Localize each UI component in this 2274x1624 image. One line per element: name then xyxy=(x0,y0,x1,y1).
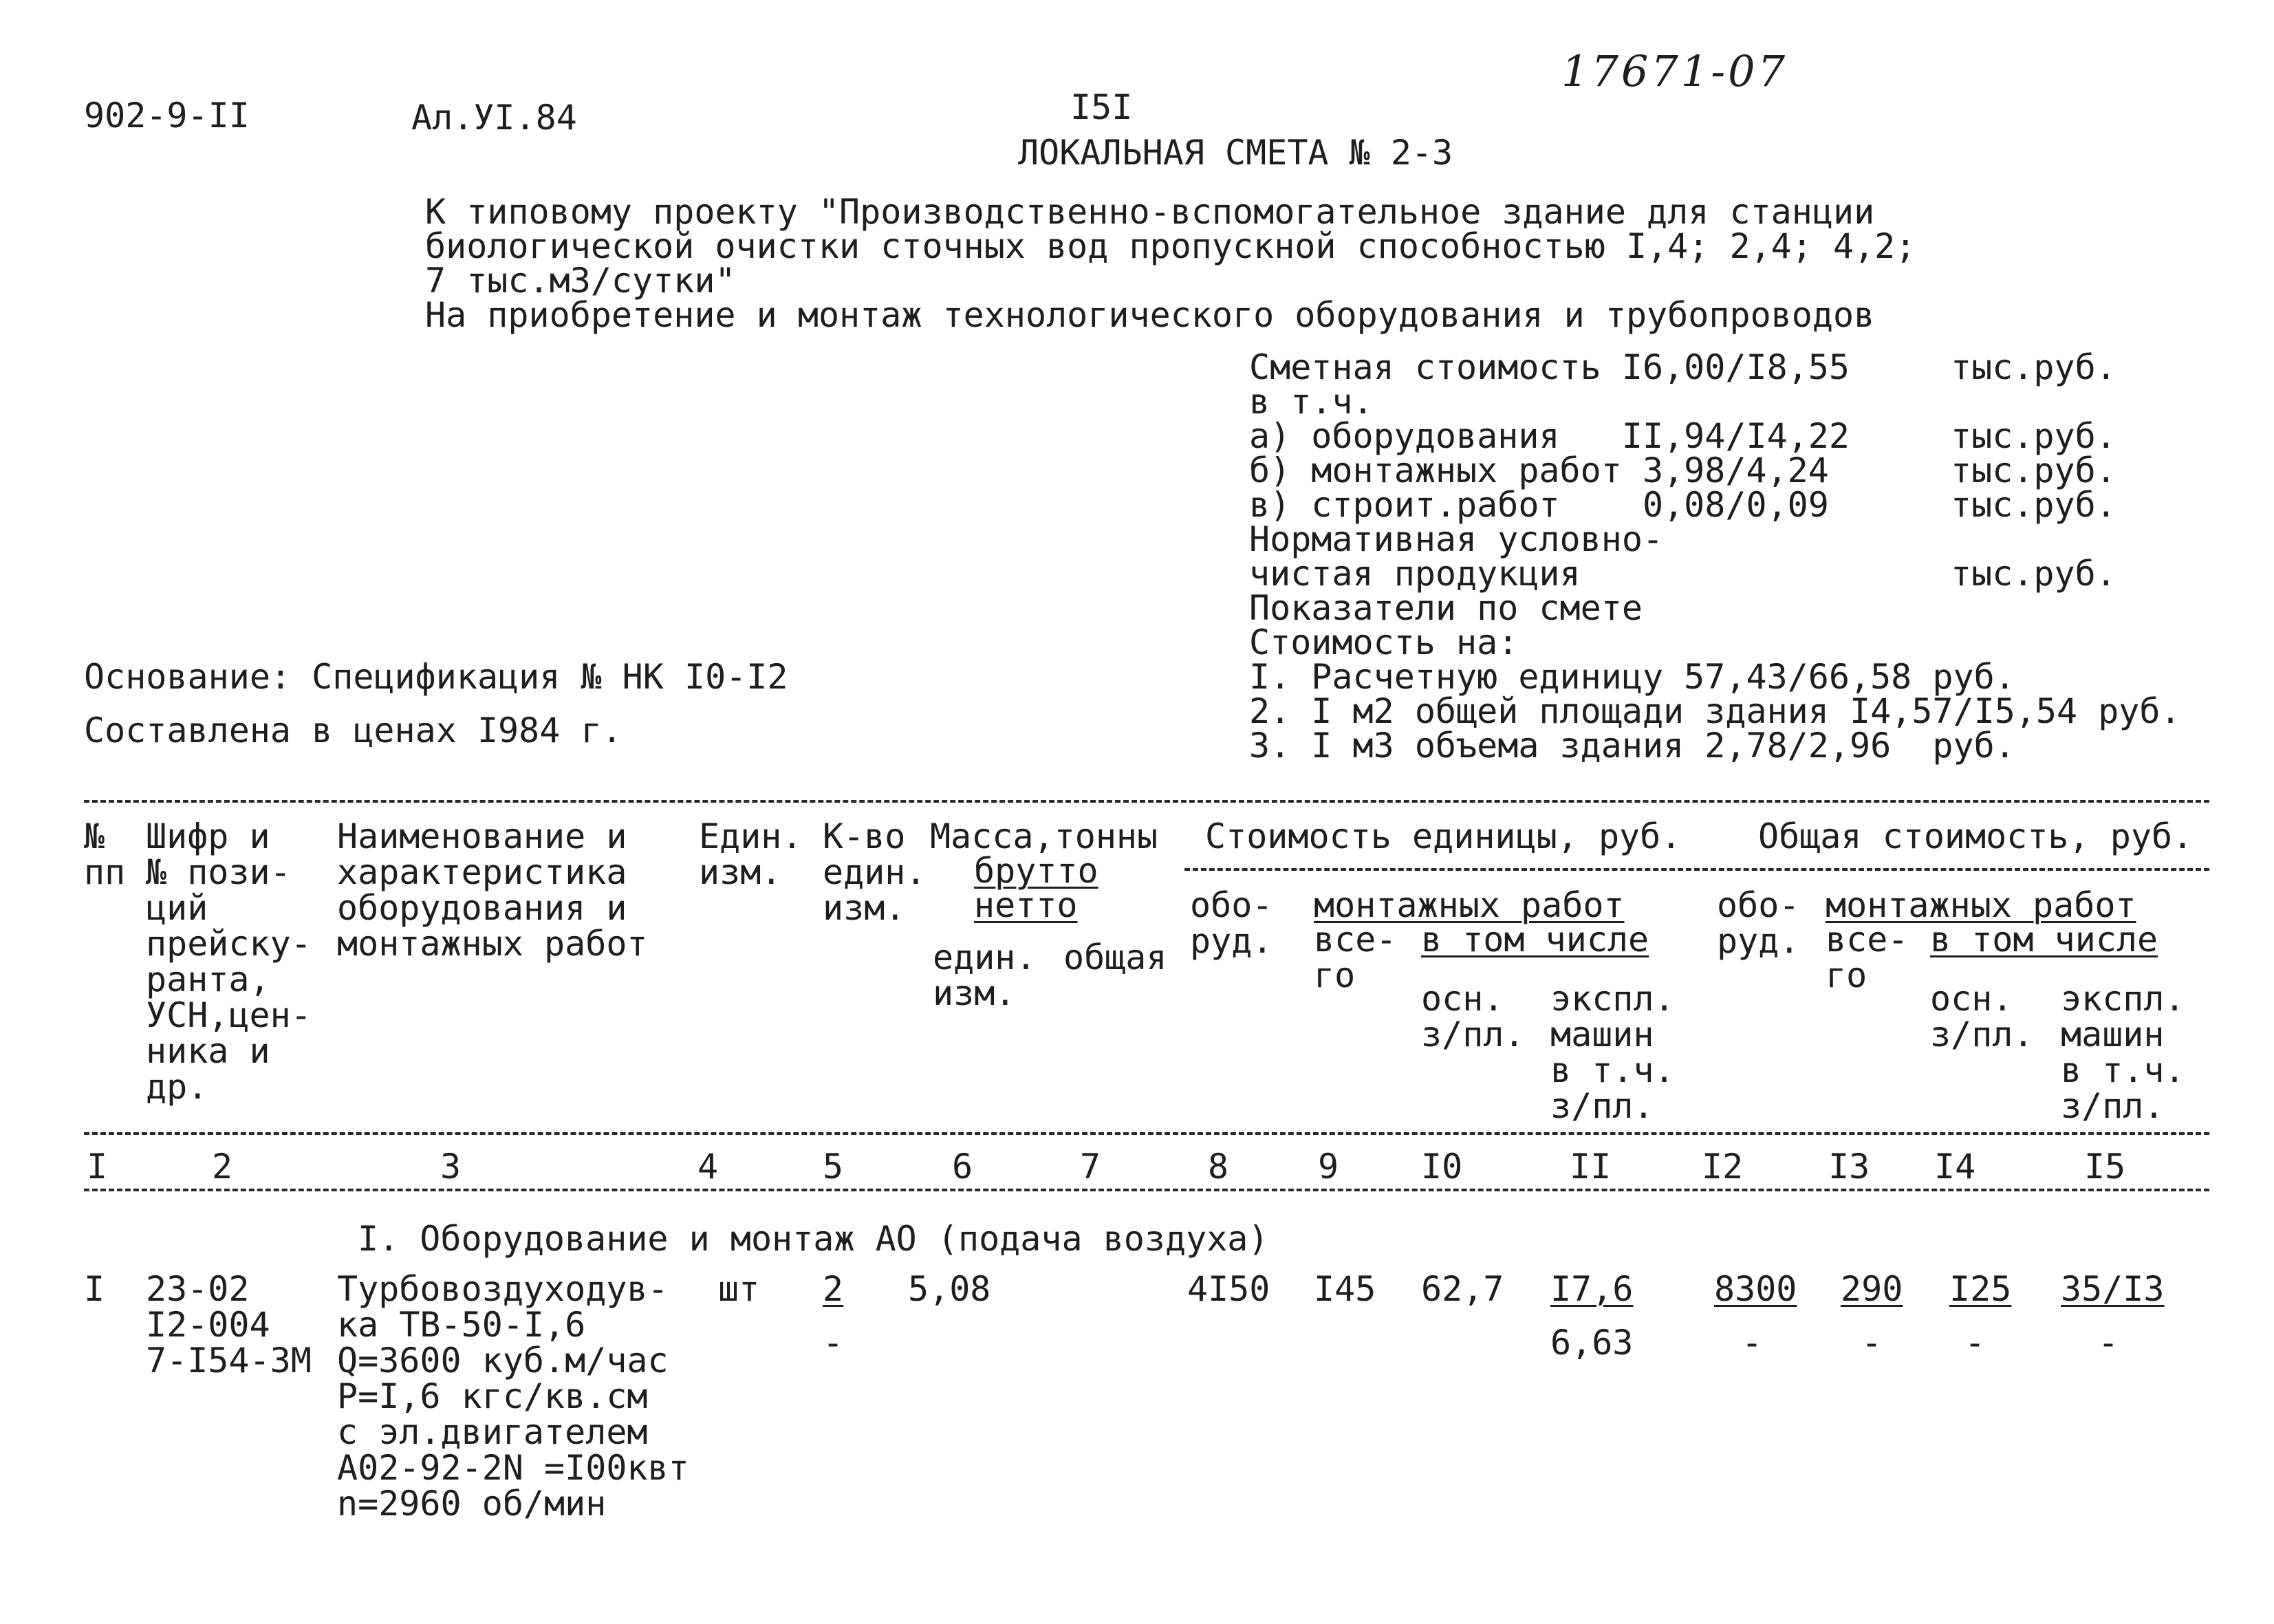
description-line: 7 тыс.м3/сутки" xyxy=(425,261,736,301)
cell-unit: шт xyxy=(718,1269,760,1309)
header-unit-mounting: монтажных работ xyxy=(1314,885,1625,925)
summary-line: чистая продукция xyxy=(1249,554,1581,594)
column-number: 5 xyxy=(823,1147,844,1187)
column-number: I xyxy=(87,1147,108,1187)
cell-mounting-unit: I45 xyxy=(1314,1269,1376,1309)
column-number: I2 xyxy=(1702,1147,1744,1187)
header-total-base-pay: осн. з/пл. xyxy=(1930,979,2034,1054)
column-number: 8 xyxy=(1208,1147,1229,1187)
summary-line: Нормативная условно- xyxy=(1249,519,1664,559)
column-number: I0 xyxy=(1421,1147,1463,1187)
header-unit-base-pay: осн. з/пл. xyxy=(1421,979,1525,1054)
summary-line: Сметная стоимость I6,00/I8,55 xyxy=(1249,347,1850,387)
cell-base-pay-total: I25 xyxy=(1949,1269,2012,1309)
table-rule xyxy=(84,1132,2209,1135)
summary-unit: тыс.руб. xyxy=(1951,485,2116,525)
header-total-mounting: монтажных работ xyxy=(1826,885,2136,925)
header-unit-machines: экспл. машин в т.ч. з/пл. xyxy=(1550,979,1675,1126)
cell-machines-total-sub: - xyxy=(2098,1323,2119,1363)
header-unit-total: все- го xyxy=(1314,920,1397,995)
table-rule xyxy=(84,800,2209,803)
column-number: 6 xyxy=(952,1147,973,1187)
summary-line: а) оборудования II,94/I4,22 xyxy=(1249,416,1850,456)
document-title: ЛОКАЛЬНАЯ СМЕТА № 2-3 xyxy=(1018,133,1453,173)
column-number: I4 xyxy=(1934,1147,1976,1187)
column-number: 9 xyxy=(1318,1147,1339,1187)
cell-quantity-sub: - xyxy=(823,1323,844,1363)
column-number: 7 xyxy=(1080,1147,1101,1187)
summary-unit: тыс.руб. xyxy=(1951,416,2116,456)
summary-unit: тыс.руб. xyxy=(1951,554,2116,594)
description-line: На приобретение и монтаж технологического оборудования и трубопроводов xyxy=(425,295,1875,335)
cell-machines-unit: I7,6 xyxy=(1550,1269,1634,1309)
summary-line: 3. I м3 объема здания 2,78/2,96 руб. xyxy=(1249,726,2015,766)
cell-equipment-total-sub: - xyxy=(1742,1323,1763,1363)
summary-line: Показатели по смете xyxy=(1249,588,1643,628)
cell-base-pay-unit: 62,7 xyxy=(1421,1269,1504,1309)
header-name: Наименование и характеристика оборудования и монтажных работ xyxy=(337,816,648,964)
description-line: биологической очистки сточных вод пропускной способностью I,4; 2,4; 4,2; xyxy=(425,226,1916,266)
column-number: 4 xyxy=(697,1147,719,1187)
cell-name: Турбовоздуходув- ка ТВ-50-I,6 Q=3600 куб.м/час Р=I,6 кгс/кв.см с эл.двигателем А02-92-2N =I00квт n=2960 об/мин xyxy=(337,1269,689,1524)
header-total-total: все- го xyxy=(1826,920,1909,995)
summary-line: 2. I м2 общей площади здания I4,57/I5,54 руб. xyxy=(1249,691,2181,731)
header-total-cost: Общая стоимость, руб. xyxy=(1758,816,2194,856)
summary-line: Стоимость на: xyxy=(1249,622,1519,662)
header-mass-total: общая xyxy=(1063,938,1167,977)
cell-quantity: 2 xyxy=(823,1269,844,1309)
summary-unit: тыс.руб. xyxy=(1951,451,2116,490)
section-title: I. Оборудование и монтаж АО (подача воздуха) xyxy=(358,1219,1269,1259)
summary-line: I. Расчетную единицу 57,43/66,58 руб. xyxy=(1249,657,2015,697)
document-code: 902-9-II xyxy=(84,96,250,136)
cell-code: 23-02 I2-004 7-I54-3М xyxy=(146,1269,312,1381)
column-number: 2 xyxy=(212,1147,233,1187)
page-number: I5I xyxy=(1070,87,1133,127)
column-number: 3 xyxy=(440,1147,462,1187)
price-year: Составлена в ценах I984 г. xyxy=(84,711,622,750)
header-unit-cost: Стоимость единицы, руб. xyxy=(1205,816,1682,856)
summary-line: в) строит.работ 0,08/0,09 xyxy=(1249,485,1829,525)
header-row-number: № пп xyxy=(84,816,126,892)
cell-mounting-total: 290 xyxy=(1841,1269,1903,1309)
header-total-machines: экспл. машин в т.ч. з/пл. xyxy=(2061,979,2185,1126)
header-mass: Масса,тонны xyxy=(930,816,1158,856)
handwritten-number: 17671-07 xyxy=(1561,46,1788,96)
column-number: I5 xyxy=(2084,1147,2126,1187)
basis-specification: Основание: Спецификация № НК I0-I2 xyxy=(84,657,788,697)
summary-unit: тыс.руб. xyxy=(1951,347,2116,387)
header-mass-brutto: брутто xyxy=(974,851,1098,891)
description-line: К типовому проекту "Производственно-вспомогательное здание для станции xyxy=(425,192,1875,232)
header-unit-equipment: обо- руд. xyxy=(1190,885,1273,961)
cell-equipment-unit: 4I50 xyxy=(1187,1269,1270,1309)
cell-machines-unit-sub: 6,63 xyxy=(1550,1323,1634,1363)
cell-row-number: I xyxy=(84,1269,105,1309)
column-number: II xyxy=(1570,1147,1612,1187)
cell-base-pay-total-sub: - xyxy=(1964,1323,1986,1363)
cell-mass-unit: 5,08 xyxy=(908,1269,991,1309)
header-code: Шифр и № пози- ций прейску- ранта, УСН,цен- ника и др. xyxy=(146,816,312,1107)
header-mass-netto: нетто xyxy=(974,885,1078,925)
album-code: Ал.УI.84 xyxy=(411,98,577,138)
header-unit-including: в том числе xyxy=(1421,920,1649,960)
header-quantity: К-во един. изм. xyxy=(823,816,927,928)
column-number: I3 xyxy=(1828,1147,1870,1187)
summary-line: в т.ч. xyxy=(1249,382,1374,422)
header-total-equipment: обо- руд. xyxy=(1717,885,1800,961)
header-total-including: в том числе xyxy=(1930,920,2158,960)
header-unit: Един. изм. xyxy=(699,816,803,892)
cell-machines-total: 35/I3 xyxy=(2061,1269,2165,1309)
header-subrule xyxy=(1184,868,2209,871)
header-mass-unit: един. изм. xyxy=(933,938,1037,1013)
cell-mounting-total-sub: - xyxy=(1861,1323,1883,1363)
cell-equipment-total: 8300 xyxy=(1714,1269,1797,1309)
summary-line: б) монтажных работ 3,98/4,24 xyxy=(1249,451,1829,490)
table-rule xyxy=(84,1189,2209,1191)
